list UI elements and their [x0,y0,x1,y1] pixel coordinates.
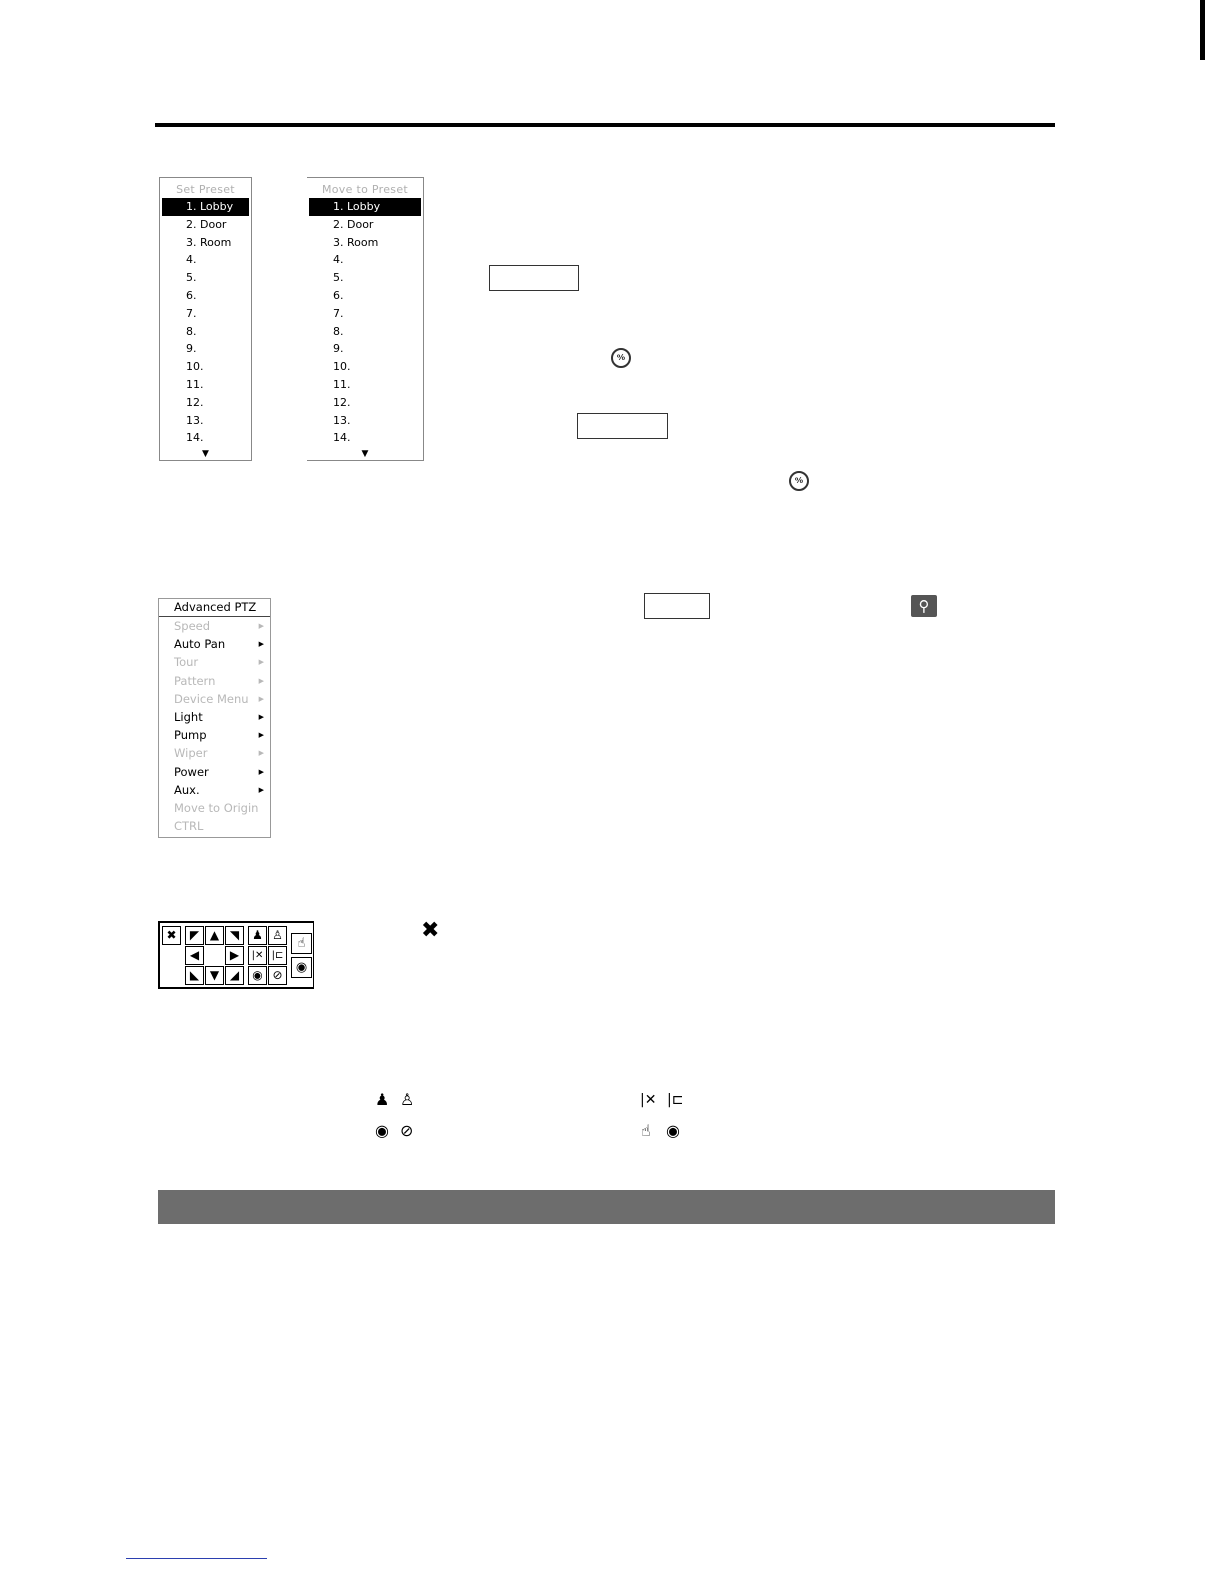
list-item[interactable]: 1. Lobby [309,198,421,216]
pan-down-icon[interactable]: ▼ [205,966,224,985]
list-item[interactable]: 11. [333,377,351,391]
focus-far-icon: |⊏ [667,1092,684,1108]
menu-item-device-menu: Device Menu ▶ [174,691,264,706]
zoom-in-person-icon[interactable]: ♟ [248,926,267,945]
list-item[interactable]: 2. Door [186,217,227,231]
list-item[interactable]: 9. [333,342,344,356]
advanced-ptz-menu[interactable] [158,598,271,838]
pan-up-left-icon[interactable]: ◤ [185,926,204,945]
list-item[interactable]: 2. Door [333,217,374,231]
list-item[interactable]: 7. [333,306,344,320]
move-to-preset-list[interactable] [307,177,424,461]
list-item[interactable]: 3. Room [186,235,232,249]
list-item[interactable]: 5. [333,271,344,285]
zoom-out-person-icon: ♙ [400,1090,415,1109]
iris-close-icon: ⊘ [400,1121,414,1140]
hand-icon: ☝ [641,1121,651,1140]
footnote-rule [126,1558,267,1559]
list-item[interactable]: 6. [186,288,197,302]
ptz-toolbar [158,921,314,989]
list-item[interactable]: 3. Room [333,235,379,249]
list-item[interactable]: 14. [333,431,351,445]
list-item[interactable]: 13. [333,413,351,427]
list-item[interactable]: 11. [186,377,204,391]
set-preset-title: Set Preset [176,183,235,196]
pan-up-right-icon[interactable]: ◥ [225,926,244,945]
list-item[interactable]: 10. [333,360,351,374]
menu-item-aux[interactable]: Aux. ▶ [174,782,264,797]
menu-item-ctrl: CTRL [174,819,204,834]
list-item[interactable]: 4. [333,253,344,267]
zoom-search-icon: ⚲ [911,595,937,617]
pan-right-icon[interactable]: ▶ [225,946,244,965]
center-blank [205,946,224,965]
menu-item-pattern: Pattern ▶ [174,673,264,688]
focus-near-icon[interactable]: |✕ [248,946,267,965]
inline-button-box [577,413,668,439]
menu-item-pump[interactable]: Pump ▶ [174,728,264,743]
list-item[interactable]: 6. [333,288,344,302]
eye-icon: ◉ [666,1121,680,1140]
focus-far-icon[interactable]: |⊏ [268,946,287,965]
close-icon: ✖ [421,918,440,943]
scroll-down-icon[interactable]: ▼ [202,449,209,460]
list-item[interactable]: 14. [186,431,204,445]
page-edge-mark [1200,0,1205,60]
menu-item-power[interactable]: Power ▶ [174,764,264,779]
menu-item-tour: Tour ▶ [174,655,264,670]
list-item[interactable]: 12. [333,395,351,409]
list-item[interactable]: 7. [186,306,197,320]
pan-left-icon[interactable]: ◀ [185,946,204,965]
list-item[interactable]: 5. [186,271,197,285]
pan-up-icon[interactable]: ▲ [205,926,224,945]
inline-button-box [644,593,710,619]
menu-item-wiper: Wiper ▶ [174,746,264,761]
list-item[interactable]: 13. [186,413,204,427]
iris-open-icon[interactable]: ◉ [248,966,267,985]
list-item[interactable]: 10. [186,360,204,374]
focus-near-icon: |✕ [640,1092,657,1108]
zoom-out-person-icon[interactable]: ♙ [268,926,287,945]
menu-item-speed: Speed ▶ [174,619,264,633]
list-item[interactable]: 1. Lobby [162,198,249,216]
menu-item-light[interactable]: Light ▶ [174,709,264,724]
menu-item-move-to-origin: Move to Origin [174,800,259,815]
list-item[interactable]: 4. [186,253,197,267]
zoom-in-person-icon: ♟ [375,1090,390,1109]
advanced-ptz-title: Advanced PTZ [159,599,270,617]
header-rule [155,123,1055,127]
list-item[interactable]: 9. [186,342,197,356]
hand-icon[interactable]: ☝ [291,933,312,954]
inline-button-box [489,265,579,291]
iris-close-icon[interactable]: ⊘ [268,966,287,985]
eye-icon[interactable]: ◉ [291,957,312,978]
scroll-down-icon[interactable]: ▼ [361,449,369,460]
list-item[interactable]: 8. [186,324,197,338]
pan-down-left-icon[interactable]: ◣ [185,966,204,985]
close-icon[interactable]: ✖ [162,926,181,945]
list-item[interactable]: 8. [333,324,344,338]
section-bar [158,1190,1055,1224]
move-to-preset-title: Move to Preset [321,183,409,196]
menu-item-auto-pan[interactable]: Auto Pan ▶ [174,637,264,652]
preset-icon: ⁰⁄₀ [789,471,809,491]
preset-icon: ⁰⁄₀ [611,348,631,368]
list-item[interactable]: 12. [186,395,204,409]
iris-open-icon: ◉ [375,1121,389,1140]
pan-down-right-icon[interactable]: ◢ [225,966,244,985]
set-preset-list[interactable] [159,177,252,461]
